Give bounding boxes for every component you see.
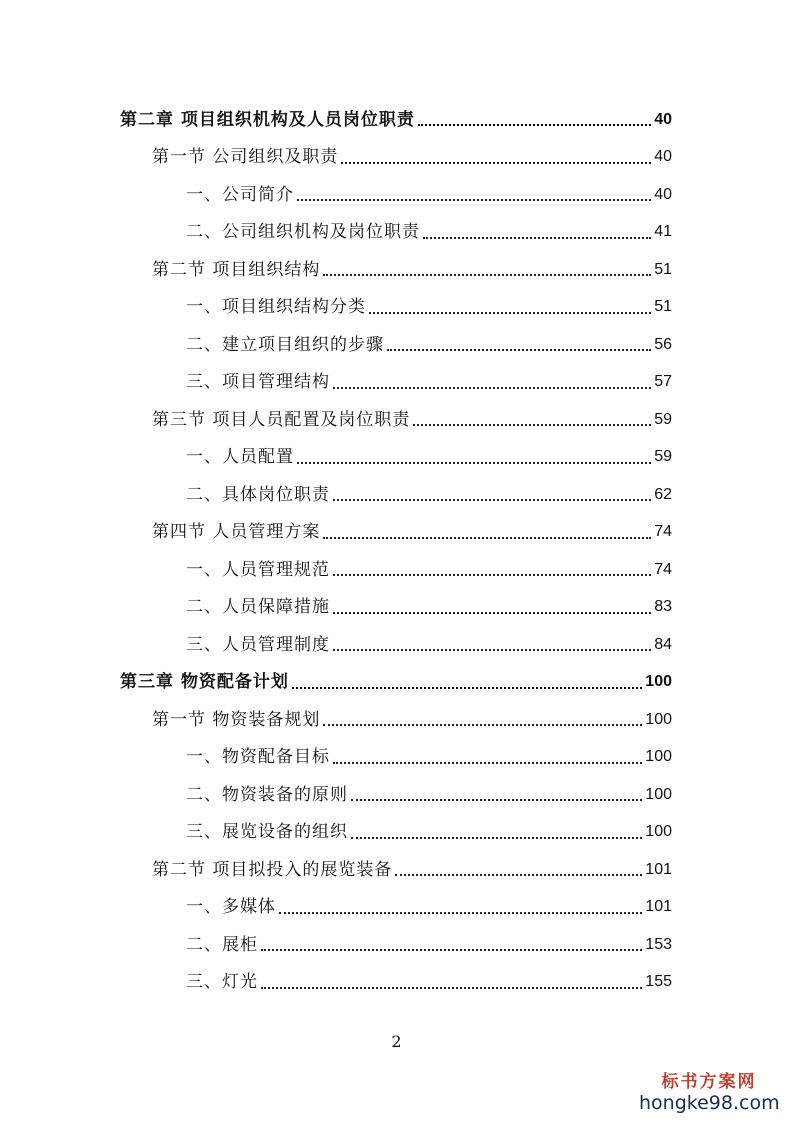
- toc-entry-page: 40: [654, 148, 672, 166]
- dot-leader: [333, 648, 651, 651]
- toc-entry-page: 62: [654, 485, 672, 503]
- toc-entry-page: 41: [654, 223, 672, 241]
- toc-entry-page: 83: [654, 598, 672, 616]
- toc-entry-title: 三、灯光: [186, 972, 258, 993]
- toc-entry-title: 第一节 公司组织及职责: [152, 147, 339, 168]
- dot-leader: [418, 123, 651, 126]
- toc-section-entry[interactable]: [0, 851, 793, 889]
- toc-entry-page: 153: [645, 935, 672, 953]
- toc-entry-title: 第二节 项目组织结构: [152, 259, 321, 280]
- toc-entry-page: 100: [645, 748, 672, 766]
- toc-entry-title: 三、项目管理结构: [186, 372, 330, 393]
- dot-leader: [323, 723, 642, 726]
- toc-subsection-entry[interactable]: [0, 551, 793, 589]
- toc-section-entry[interactable]: [0, 139, 793, 177]
- toc-subsection-entry[interactable]: [0, 176, 793, 214]
- dot-leader: [333, 573, 651, 576]
- dot-leader: [395, 873, 642, 876]
- toc-entry-page: 84: [654, 635, 672, 653]
- toc-entry-page: 101: [645, 898, 672, 916]
- toc-section-entry[interactable]: [0, 401, 793, 439]
- toc-entry-title: 二、建立项目组织的步骤: [186, 334, 384, 355]
- toc-subsection-entry[interactable]: [0, 814, 793, 852]
- toc-subsection-entry[interactable]: [0, 439, 793, 477]
- toc-subsection-entry[interactable]: [0, 626, 793, 664]
- toc-entry-title: 一、人员管理规范: [186, 559, 330, 580]
- dot-leader: [279, 911, 642, 914]
- dot-leader: [333, 761, 642, 764]
- toc-section-entry[interactable]: [0, 514, 793, 552]
- toc-entry-page: 57: [654, 373, 672, 391]
- dot-leader: [297, 461, 651, 464]
- toc-entry-title: 第三节 项目人员配置及岗位职责: [152, 409, 411, 430]
- dot-leader: [413, 423, 651, 426]
- toc-entry-title: 一、项目组织结构分类: [186, 297, 366, 318]
- dot-leader: [333, 498, 651, 501]
- toc-entry-page: 100: [645, 785, 672, 803]
- toc-chapter-entry[interactable]: [0, 101, 793, 139]
- toc-entry-title: 二、公司组织机构及岗位职责: [186, 222, 420, 243]
- watermark: [639, 1067, 779, 1114]
- toc-subsection-entry[interactable]: [0, 739, 793, 777]
- toc-entry-title: 第四节 人员管理方案: [152, 522, 321, 543]
- toc-section-entry[interactable]: [0, 251, 793, 289]
- dot-leader: [423, 236, 651, 239]
- toc-entry-page: 74: [654, 560, 672, 578]
- table-of-contents: [0, 101, 793, 1001]
- toc-entry-page: 100: [645, 673, 672, 691]
- toc-entry-page: 101: [645, 860, 672, 878]
- toc-entry-title: 一、物资配备目标: [186, 747, 330, 768]
- toc-section-entry[interactable]: [0, 701, 793, 739]
- toc-entry-page: 59: [654, 448, 672, 466]
- toc-entry-page: 74: [654, 523, 672, 541]
- toc-entry-title: 三、人员管理制度: [186, 634, 330, 655]
- toc-subsection-entry[interactable]: [0, 589, 793, 627]
- toc-entry-title: 第二章 项目组织机构及人员岗位职责: [120, 109, 415, 130]
- toc-subsection-entry[interactable]: [0, 889, 793, 927]
- toc-entry-page: 40: [654, 185, 672, 203]
- toc-subsection-entry[interactable]: [0, 214, 793, 252]
- watermark-url: hongke98.com: [639, 1092, 780, 1114]
- toc-subsection-entry[interactable]: [0, 364, 793, 402]
- toc-entry-title: 三、展览设备的组织: [186, 822, 348, 843]
- dot-leader: [323, 536, 651, 539]
- dot-leader: [333, 386, 651, 389]
- toc-subsection-entry[interactable]: [0, 289, 793, 327]
- toc-entry-title: 二、人员保障措施: [186, 597, 330, 618]
- dot-leader: [292, 686, 642, 689]
- toc-entry-title: 二、具体岗位职责: [186, 484, 330, 505]
- toc-subsection-entry[interactable]: [0, 776, 793, 814]
- dot-leader: [333, 611, 651, 614]
- toc-subsection-entry[interactable]: [0, 476, 793, 514]
- watermark-site-name: 标书方案网: [661, 1072, 757, 1092]
- toc-subsection-entry[interactable]: [0, 964, 793, 1002]
- dot-leader: [297, 198, 651, 201]
- toc-entry-title: 第一节 物资装备规划: [152, 709, 321, 730]
- dot-leader: [387, 348, 651, 351]
- dot-leader: [341, 161, 651, 164]
- toc-entry-page: 59: [654, 410, 672, 428]
- toc-entry-page: 100: [645, 823, 672, 841]
- toc-entry-page: 40: [654, 110, 672, 128]
- toc-entry-page: 56: [654, 335, 672, 353]
- toc-entry-title: 一、公司简介: [186, 184, 294, 205]
- toc-entry-title: 第三章 物资配备计划: [120, 672, 289, 693]
- dot-leader: [261, 948, 642, 951]
- toc-entry-title: 第二节 项目拟投入的展览装备: [152, 859, 393, 880]
- toc-entry-page: 155: [645, 973, 672, 991]
- dot-leader: [369, 311, 651, 314]
- toc-entry-title: 一、多媒体: [186, 897, 276, 918]
- toc-entry-title: 一、人员配置: [186, 447, 294, 468]
- toc-entry-page: 100: [645, 710, 672, 728]
- toc-entry-title: 二、展柜: [186, 934, 258, 955]
- dot-leader: [261, 986, 642, 989]
- page-number: 2: [391, 1032, 402, 1051]
- dot-leader: [351, 798, 642, 801]
- dot-leader: [323, 273, 651, 276]
- toc-entry-page: 51: [654, 298, 672, 316]
- toc-chapter-entry[interactable]: [0, 664, 793, 702]
- dot-leader: [351, 836, 642, 839]
- toc-entry-page: 51: [654, 260, 672, 278]
- toc-subsection-entry[interactable]: [0, 326, 793, 364]
- toc-entry-title: 二、物资装备的原则: [186, 784, 348, 805]
- toc-subsection-entry[interactable]: [0, 926, 793, 964]
